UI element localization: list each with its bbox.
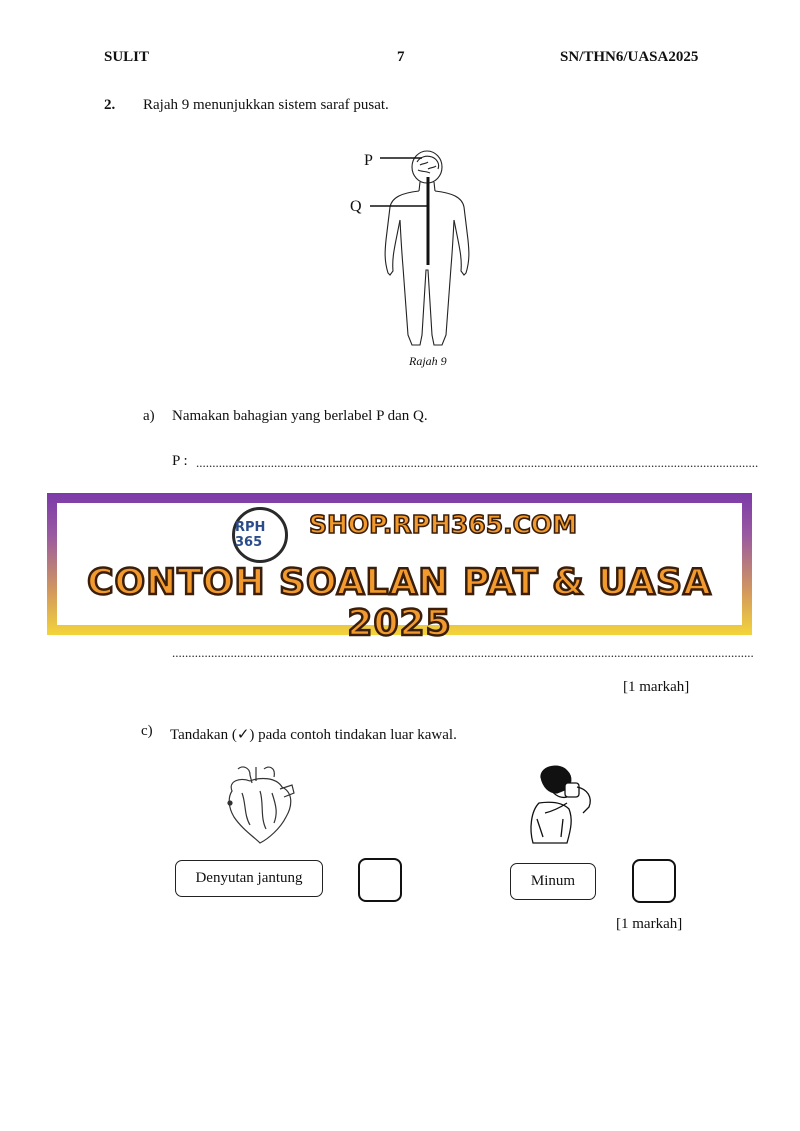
- answer-p-dotted-line[interactable]: .............................................................................................................................................................................: [196, 455, 759, 470]
- option-denyutan-jantung: Denyutan jantung: [175, 860, 323, 897]
- checkbox-minum[interactable]: [632, 859, 676, 903]
- drinking-boy-drawing: [527, 763, 602, 848]
- header-sulit: SULIT: [104, 49, 150, 65]
- question-number: 2.: [104, 97, 116, 113]
- figure-caption: Rajah 9: [409, 354, 447, 368]
- part-c-letter: c): [141, 723, 153, 739]
- marks-label-1: [1 markah]: [623, 679, 690, 695]
- watermark-banner: [47, 493, 752, 644]
- part-a-letter: a): [143, 408, 155, 424]
- checkbox-denyutan-jantung[interactable]: [358, 858, 402, 902]
- drinking-boy-icon: [527, 763, 602, 848]
- rph365-logo: RPH 365: [232, 507, 288, 563]
- label-p: P: [364, 152, 373, 169]
- label-q: Q: [350, 198, 362, 215]
- page-number: 7: [397, 49, 405, 65]
- banner-shop-url: SHOP.RPH365.COM: [309, 510, 578, 539]
- marks-label-2: [1 markah]: [616, 916, 683, 932]
- part-a-text: Namakan bahagian yang berlabel P dan Q.: [172, 408, 428, 424]
- banner-title: CONTOH SOALAN PAT & UASA 2025: [87, 562, 712, 644]
- heart-drawing: [220, 763, 300, 845]
- human-body-figure: [340, 145, 480, 350]
- answer-dotted-line[interactable]: ...................................................................................................................................................................................: [172, 645, 754, 660]
- paper-code: SN/THN6/UASA2025: [560, 49, 699, 65]
- question-text: Rajah 9 menunjukkan sistem saraf pusat.: [143, 97, 389, 113]
- option-minum: Minum: [510, 863, 596, 900]
- part-c-text: Tandakan (✓) pada contoh tindakan luar kawal.: [170, 727, 457, 743]
- answer-p-prefix: P :: [172, 453, 188, 469]
- body-diagram: [340, 145, 480, 350]
- heart-icon: [220, 763, 300, 845]
